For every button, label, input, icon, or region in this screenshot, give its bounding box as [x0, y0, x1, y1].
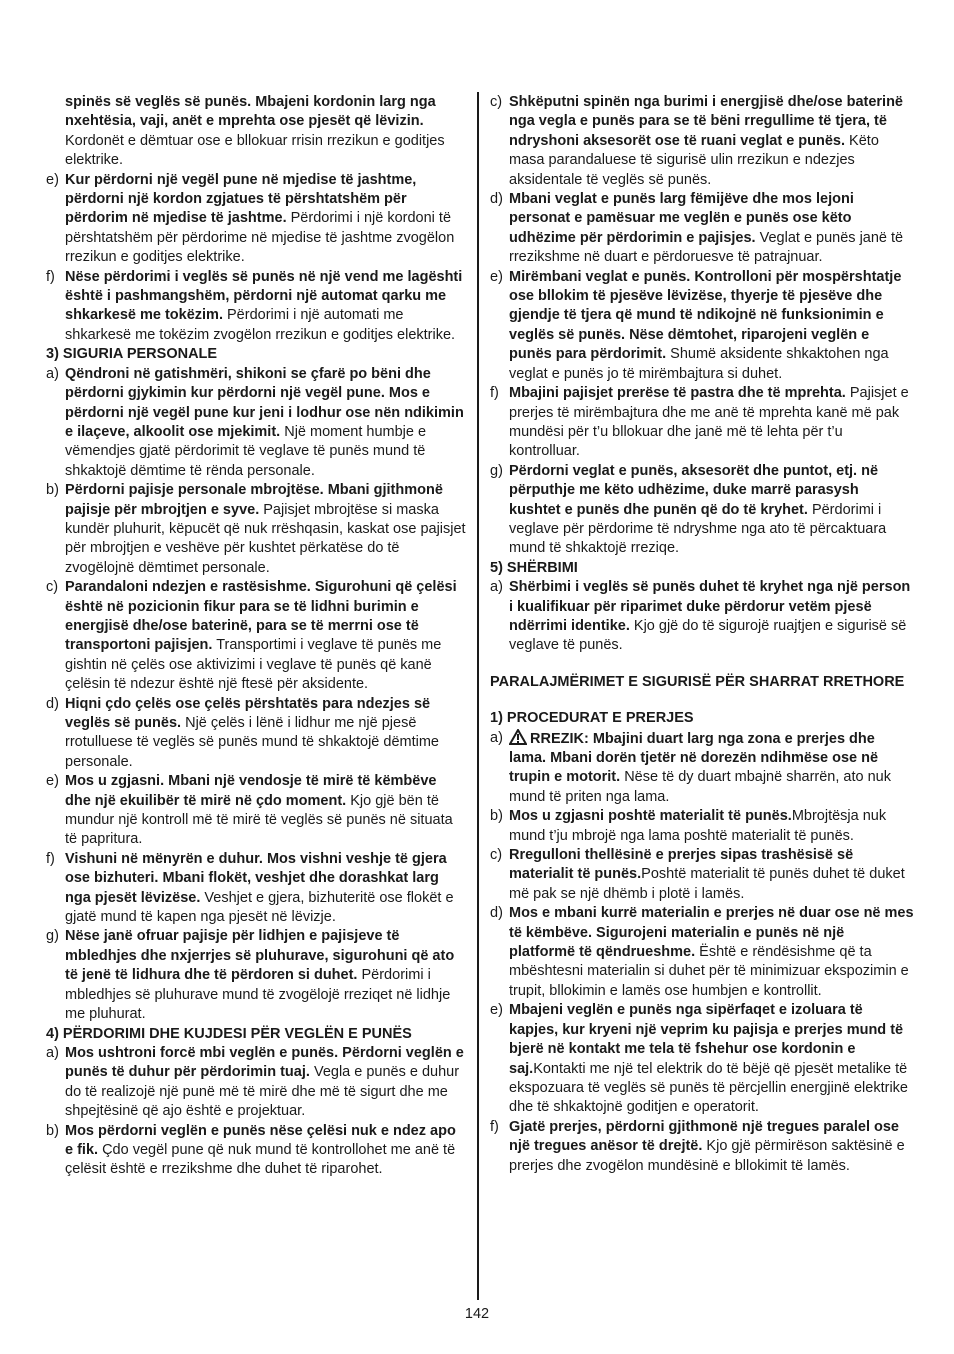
- section-heading-use-and-care: 4) PËRDORIMI DHE KUJDESI PËR VEGLËN E PUNËS: [46, 1025, 412, 1042]
- left-column: [46, 93, 466, 1180]
- item-faulty-switch: b) Mos përdorni veglën e punës nëse çelësi nuk e ndez apo e fik. Çdo vegël pune që nuk mund të kontrollohet me anë të çelësit është e rrezikshme dhe duhet të riparohet.: [46, 1122, 456, 1178]
- item-use-per-instructions: g) Përdorni veglat e punës, aksesorët dhe puntot, etj. në përputhje me këto udhëzime, duke marrë parasysh kushtet e punës dhe punën që do të kryhet. Përdorimi i veglave për përdorime të ndryshme nga ato të përcaktuara mund të shkaktojë rreziqe.: [490, 462, 887, 557]
- item-maintain-tools: e) Mirëmbani veglat e punës. Kontrolloni për mospërshtatje ose bllokim të pjesëve lëvizëse, thyerje të pjesëve dhe gjendje të tjera që mund të ndikojnë në funksionimin e veglës së punës. Nëse dëmtohet, riparojeni veglën e punës para përdorimit. Shumë aksidente shkaktohen nga veglat e punës jo të mirëmbajtura si duhet.: [490, 268, 902, 382]
- item-adjust-cutting-depth: c) Rregulloni thellësinë e prerjes sipas trashësisë së materialit të punës.Poshtë materialit të punës duhet të duket më pak se një dhëmb i plotë i lamës.: [490, 847, 905, 902]
- item-do-not-force: a) Mos ushtroni forcë mbi veglën e punës. Përdorni veglën e punës të duhur për përdorimin tuaj. Vegla e punës e duhur do të realizojë një punë më të mirë dhe më të sigurt dhe me shpejtësinë që ajo është e projektuar.: [46, 1044, 464, 1120]
- page-number: 142: [464, 1306, 490, 1322]
- item-secure-workpiece: d) Mos e mbani kurrë materialin e prerjes në duar ose në mes të këmbëve. Sigurojeni materialin e punës në një platformë të qëndrueshme. Është e rëndësishme që ta mbështesni materialin si duhet për të minimizuar ekspozimin e trupit, bllokimin e lamës ose humbjen e kontrollit.: [490, 905, 914, 999]
- item-prevent-start: c) Parandaloni ndezjen e rastësishme. Sigurohuni që çelësi është në pozicionin fikur para se të lidhni burimin e energjisë dhe/ose baterinë, para se të merrni ose të transportoni pajisjen. Transportimi i veglave të punës me gishtin në çelës ose aktivizimi i veglave të punës që kanë çelësin të ndezur është një ftesë për aksidente.: [46, 579, 457, 693]
- item-store-away-from-children: d) Mbani veglat e punës larg fëmijëve dhe mos lejoni personat e pamësuar me veglën e punës ose këto udhëzime për përdorimin e pajisjes. Veglat e punës janë të rrezikshme në duart e përdoruesve të patrajnuar.: [490, 191, 904, 266]
- item-no-overreach: e) Mos u zgjasni. Mbani një vendosje të mirë të këmbëve dhe një ekuilibër të mirë në çdo moment. Kjo gjë bën të mundur një kontroll më të mirë të veglës së punës në situata të papritura.: [46, 773, 453, 848]
- item-dress-properly: f) Vishuni në mënyrën e duhur. Mos vishni veshje të gjera ose bizhuteri. Mbani flokët, veshjet dhe dorashkat larg nga pjesët lëvizëse. Veshjet e gjera, bizhuteritë ose flokët e gjatë mund të kapen nga pjesët në lëvizje.: [46, 850, 454, 926]
- item-qualified-service: a) Shërbimi i veglës së punës duhet të kryhet nga një person i kualifikuar për riparimet duke përdorur vetëm pjesë ndërrimi identike. Kjo gjë do të sigurojë ruajtjen e sigurisë së veglave të punës.: [490, 579, 911, 654]
- item-danger-hands-away: a) RREZIK: Mbajini duart larg nga zona e prerjes dhe lama. Mbani dorën tjetër në dorezën ndihmëse ose në trupin e motorit. Nëse të dy duart mbajnë sharrën, ato nuk mund të priten nga lama.: [490, 729, 891, 805]
- item-stay-alert: a) Qëndroni në gatishmëri, shikoni se çfarë po bëni dhe përdorni gjykimin kur përdorni një vegël pune. Mos e përdorni një vegël pune kur jeni i lodhur ose nën ndikimin e ilaçeve, alkoolit ose mjekimit. Një moment humbje e vëmendjes gjatë përdorimit të veglave të punës mund të shkaktojë dëmtime të rënda personale.: [46, 365, 464, 479]
- section-heading-personal-safety: 3) SIGURIA PERSONALE: [46, 346, 218, 363]
- warning-triangle-icon: [509, 729, 527, 745]
- section-heading-cutting-procedures: 1) PROCEDURAT E PRERJES: [490, 710, 694, 727]
- item-rip-fence: f) Gjatë prerjes, përdorni gjithmonë një tregues paralel ose një tregues anësor të drejtë. Kjo gjë përmirëson saktësinë e prerjes dhe zvogëlon mundësinë e bllokimit të lamës.: [490, 1118, 905, 1174]
- column-divider: [477, 92, 479, 1300]
- section-heading-service: 5) SHËRBIMI: [490, 559, 578, 576]
- item-sharp-clean-cutters: f) Mbajini pajisjet prerëse të pastra dhe të mprehta. Pajisjet e prerjes të mirëmbajtura dhe me anë të mprehta kanë më pak mundësi për t’u bllokuar dhe janë më të lehta për t’u kontrolluar.: [490, 385, 909, 460]
- item-remove-keys: d) Hiqni çdo çelës ose çelës përshtatës para ndezjes së veglës së punës. Një çelës i lënë i lidhur me një pjesë rrotulluese të veglës së punës mund të shkaktojë dëmtime personale.: [46, 695, 439, 770]
- item-outdoor-extension-cord: e) Kur përdorni një vegël pune në mjedise të jashtme, përdorni një kordon zgjatues të përshtatshëm për përdorim në mjedise të jashtme. Përdorimi i një kordoni të përshtatshëm për përdorime në mjedise të jashtme zvogëlon rrezikun e goditjes elektrike.: [46, 171, 455, 266]
- section-heading-circular-saw-warnings: PARALAJMËRIMET E SIGURISË PËR SHARRAT RRETHORE: [490, 673, 905, 690]
- item-disconnect-plug: c) Shkëputni spinën nga burimi i energjisë dhe/ose baterinë nga vegla e punës para se të bëni rregullime të tjera, të ndryshoni aksesorët ose të ruani veglat e punës. Këto masa parandaluese të sigurisë ulin rrezikun e ndezjes aksidentale të veglës së punës.: [490, 94, 903, 188]
- item-no-reach-underneath: b) Mos u zgjasni poshtë materialit të punës.Mbrojtësja nuk mund t’ju mbrojë nga lama poshtë materialit të punës.: [490, 808, 887, 844]
- paragraph-cord-continuation: spinës së veglës së punës. Mbajeni kordonin larg nga nxehtësia, vaji, anët e mprehta ose pjesët që lëvizin. Kordonët e dëmtuar ose e bllokuar rrisin rrezikun e goditjes elektrike.: [65, 94, 445, 169]
- item-protective-equipment: b) Përdorni pajisje personale mbrojtëse. Mbani gjithmonë pajisje për mbrojtjen e syve. Pajisjet mbrojtëse si maska kundër pluhurit, këpucët që nuk rrëshqasin, kaskat ose pajisjet për mbrojtjen e veshëve për kushtet përkatëse do të zvogëlojnë dëmtimet personale.: [46, 482, 466, 576]
- item-insulated-grip: e) Mbajeni veglën e punës nga sipërfaqet e izoluara të kapjes, kur kryeni një veprim ku pajisja e prerjes mund të bjerë në kontakt me tela të fshehur ose kordonin e saj.Kontakti me një tel elektrik do të bëjë që pjesët metalike të ekspozuara të veglës së punës të përcjellin energjinë elektrike dhe të shkaktojnë goditjen e operatorit.: [490, 1002, 908, 1116]
- item-dust-extraction: g) Nëse janë ofruar pajisje për lidhjen e pajisjeve të mbledhjes dhe nxjerrjes së pluhurave, sigurohuni që ato të jenë të lidhura dhe të përdoren si duhet. Përdorimi i mbledhjes së pluhurave mund të zvogëlojë rreziqet në lidhje me pluhurat.: [46, 928, 455, 1023]
- item-residual-current-device: f) Nëse përdorimi i veglës së punës në një vend me lagështi është i pashmangshëm, përdorni një automat qarku me shkarkesë me tokëzim. Përdorimi i një automati me shkarkesë me tokëzim zvogëlon rrezikun e goditjes elektrike.: [46, 268, 463, 343]
- right-column: [490, 93, 914, 1176]
